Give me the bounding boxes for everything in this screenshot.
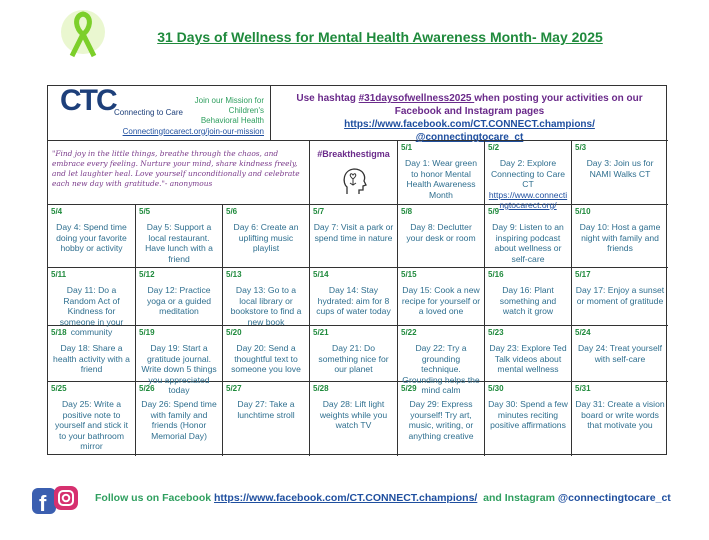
day-cell	[398, 205, 485, 268]
day-activity: Day 9: Listen to an inspiring podcast about wellness or self-care	[492, 222, 564, 264]
day-cell	[310, 205, 398, 268]
day-activity: Day 2: Explore Connecting to Care CT	[490, 158, 566, 189]
day-date: 5/2	[488, 143, 500, 152]
day-activity: Day 1: Wear green to honor Mental Health Awareness Month	[405, 158, 477, 200]
hashtag-instructions	[271, 86, 668, 141]
day-date: 5/6	[226, 207, 238, 216]
day-cell	[485, 205, 572, 268]
day-activity: Day 27: Take a lunchtime stroll	[237, 399, 295, 420]
wellness-calendar	[47, 85, 667, 455]
day-date: 5/27	[226, 384, 242, 393]
day-cell	[398, 268, 485, 326]
hashtag: #31daysofwellness2025	[358, 93, 475, 104]
day-date: 5/31	[575, 384, 591, 393]
day-activity: Day 24: Treat yourself with self-care	[577, 343, 663, 364]
footer-instagram[interactable]: @connectingtocare_ct	[557, 492, 671, 504]
org-name: Connecting to Care	[114, 108, 183, 117]
day-cell	[572, 268, 668, 326]
day-activity: Day 31: Create a vision board or write words that motivate you	[575, 399, 665, 430]
day-date: 5/26	[139, 384, 155, 393]
day-activity: Day 21: Do something nice for our planet	[318, 343, 389, 374]
day-date: 5/17	[575, 270, 591, 279]
footer-facebook-link[interactable]: https://www.facebook.com/CT.CONNECT.champions/	[214, 492, 478, 504]
day-cell	[485, 382, 572, 456]
day-cell	[136, 268, 223, 326]
day-cell	[485, 141, 572, 210]
day-activity: Day 23: Explore Ted Talk videos about mental wellness	[489, 343, 567, 374]
day-cell	[572, 205, 668, 268]
day-activity: Day 30: Spend a few minutes reciting positive affirmations	[488, 399, 568, 430]
hashtag-post: when posting your activities on our Facebook and Instagram pages	[394, 93, 643, 117]
page-title: 31 Days of Wellness for Mental Health Awareness Month- May 2025	[157, 29, 603, 45]
day-date: 5/3	[575, 143, 587, 152]
day-cell	[223, 268, 310, 326]
day-date: 5/14	[313, 270, 329, 279]
day-activity: Day 3: Join us for NAMI Walks CT	[586, 158, 654, 179]
day-date: 5/7	[313, 207, 325, 216]
day-date: 5/24	[575, 328, 591, 337]
footer	[95, 492, 671, 504]
day-cell	[136, 205, 223, 268]
day-activity: Day 18: Share a health activity with a friend	[53, 343, 130, 374]
day-activity: Day 20: Send a thoughtful text to someone you love	[231, 343, 301, 374]
day-date: 5/29	[401, 384, 417, 393]
mission-link[interactable]: Connectingtocarect.org/join-our-mission	[122, 126, 264, 136]
day-cell	[572, 326, 668, 382]
svg-text:f: f	[39, 491, 47, 516]
day-date: 5/19	[139, 328, 155, 337]
day-date: 5/13	[226, 270, 242, 279]
day-date: 5/30	[488, 384, 504, 393]
day-activity: Day 6: Create an uplifting music playlist	[233, 222, 299, 253]
day-date: 5/22	[401, 328, 417, 337]
day-cell	[485, 326, 572, 382]
org-header	[48, 86, 271, 141]
day-activity: Day 7: Visit a park or spend time in nature	[313, 222, 394, 243]
day-cell	[572, 141, 668, 205]
hashtag-pre: Use hashtag	[296, 93, 359, 104]
day-activity: Day 11: Do a Random Act of Kindness for someone in your community	[59, 285, 124, 337]
facebook-link[interactable]: https://www.facebook.com/CT.CONNECT.champions/	[344, 119, 595, 130]
break-stigma-hashtag: #Breakthestigma	[317, 149, 390, 159]
quote: "Find joy in the little things, breathe through the chaos, and embrace every feeling. Nurture your mind, share kindness freely, and let laughter heal. Love yourself unconditionally and celebrate each new day with gratitude."- anonymous	[48, 141, 310, 205]
mission-text: Join our Mission for Children's Behavioral Health	[194, 96, 264, 125]
head-heart-icon	[341, 166, 367, 196]
day-date: 5/28	[313, 384, 329, 393]
day-cell	[48, 326, 136, 382]
day-date: 5/23	[488, 328, 504, 337]
mental-health-awareness-ribbon-logo	[48, 4, 118, 62]
day-date: 5/10	[575, 207, 591, 216]
day-activity: Day 5: Support a local restaurant. Have lunch with a friend	[145, 222, 213, 264]
day-activity: Day 22: Try a grounding technique. Grounding helps the mind calm	[402, 343, 480, 395]
day-date: 5/5	[139, 207, 151, 216]
day-cell	[136, 382, 223, 456]
day-cell	[223, 326, 310, 382]
day-cell	[310, 382, 398, 456]
day-activity: Day 19: Start a gratitude journal. Write down 5 things you appreciated today	[141, 343, 217, 395]
day-activity: Day 15: Cook a new recipe for yourself or a loved one	[401, 285, 481, 316]
day-link[interactable]: https://www.connectingtocarect.org/	[488, 189, 568, 210]
day-cell	[310, 268, 398, 326]
instagram-link[interactable]: @connectingtocare_ct	[415, 132, 524, 143]
day-date: 5/20	[226, 328, 242, 337]
day-activity: Day 17: Enjoy a sunset or moment of gratitude	[575, 285, 665, 306]
day-activity: Day 12: Practice yoga or a guided meditation	[146, 285, 212, 316]
day-date: 5/18	[51, 328, 67, 337]
day-date: 5/8	[401, 207, 413, 216]
day-activity: Day 28: Lift light weights while you watch TV	[319, 399, 388, 430]
day-activity: Day 10: Host a game night with family and friends	[579, 222, 661, 253]
day-cell	[223, 382, 310, 456]
day-activity: Day 13: Go to a local library or bookstore to find a new book	[230, 285, 302, 327]
day-cell	[572, 382, 668, 456]
day-cell	[485, 268, 572, 326]
day-date: 5/9	[488, 207, 500, 216]
footer-mid: and Instagram	[477, 492, 558, 504]
day-cell	[48, 382, 136, 456]
day-activity: Day 29: Express yourself! Try art, music, writing, or anything creative	[408, 399, 474, 441]
day-date: 5/16	[488, 270, 504, 279]
day-cell	[398, 382, 485, 456]
day-activity: Day 8: Declutter your desk or room	[406, 222, 476, 243]
day-cell	[310, 326, 398, 382]
ctc-logo: CTC	[60, 84, 116, 117]
day-activity: Day 26: Spend time with family and friends (Honor Memorial Day)	[141, 399, 217, 441]
facebook-instagram-icon	[30, 484, 82, 516]
day-date: 5/15	[401, 270, 417, 279]
footer-pre: Follow us on Facebook	[95, 492, 215, 504]
day-cell	[398, 141, 485, 205]
day-date: 5/11	[51, 270, 67, 279]
day-date: 5/1	[401, 143, 413, 152]
day-date: 5/4	[51, 207, 63, 216]
day-activity: Day 4: Spend time doing your favorite hobby or activity	[56, 222, 127, 253]
day-date: 5/25	[51, 384, 67, 393]
break-stigma-cell	[310, 141, 398, 205]
day-cell	[223, 205, 310, 268]
day-date: 5/12	[139, 270, 155, 279]
day-activity: Day 25: Write a positive note to yourself and stick it to your bathroom mirror	[54, 399, 129, 451]
day-activity: Day 16: Plant something and watch it grow	[499, 285, 557, 316]
day-date: 5/21	[313, 328, 329, 337]
day-activity: Day 14: Stay hydrated: aim for 8 cups of water today	[316, 285, 391, 316]
day-cell	[48, 205, 136, 268]
